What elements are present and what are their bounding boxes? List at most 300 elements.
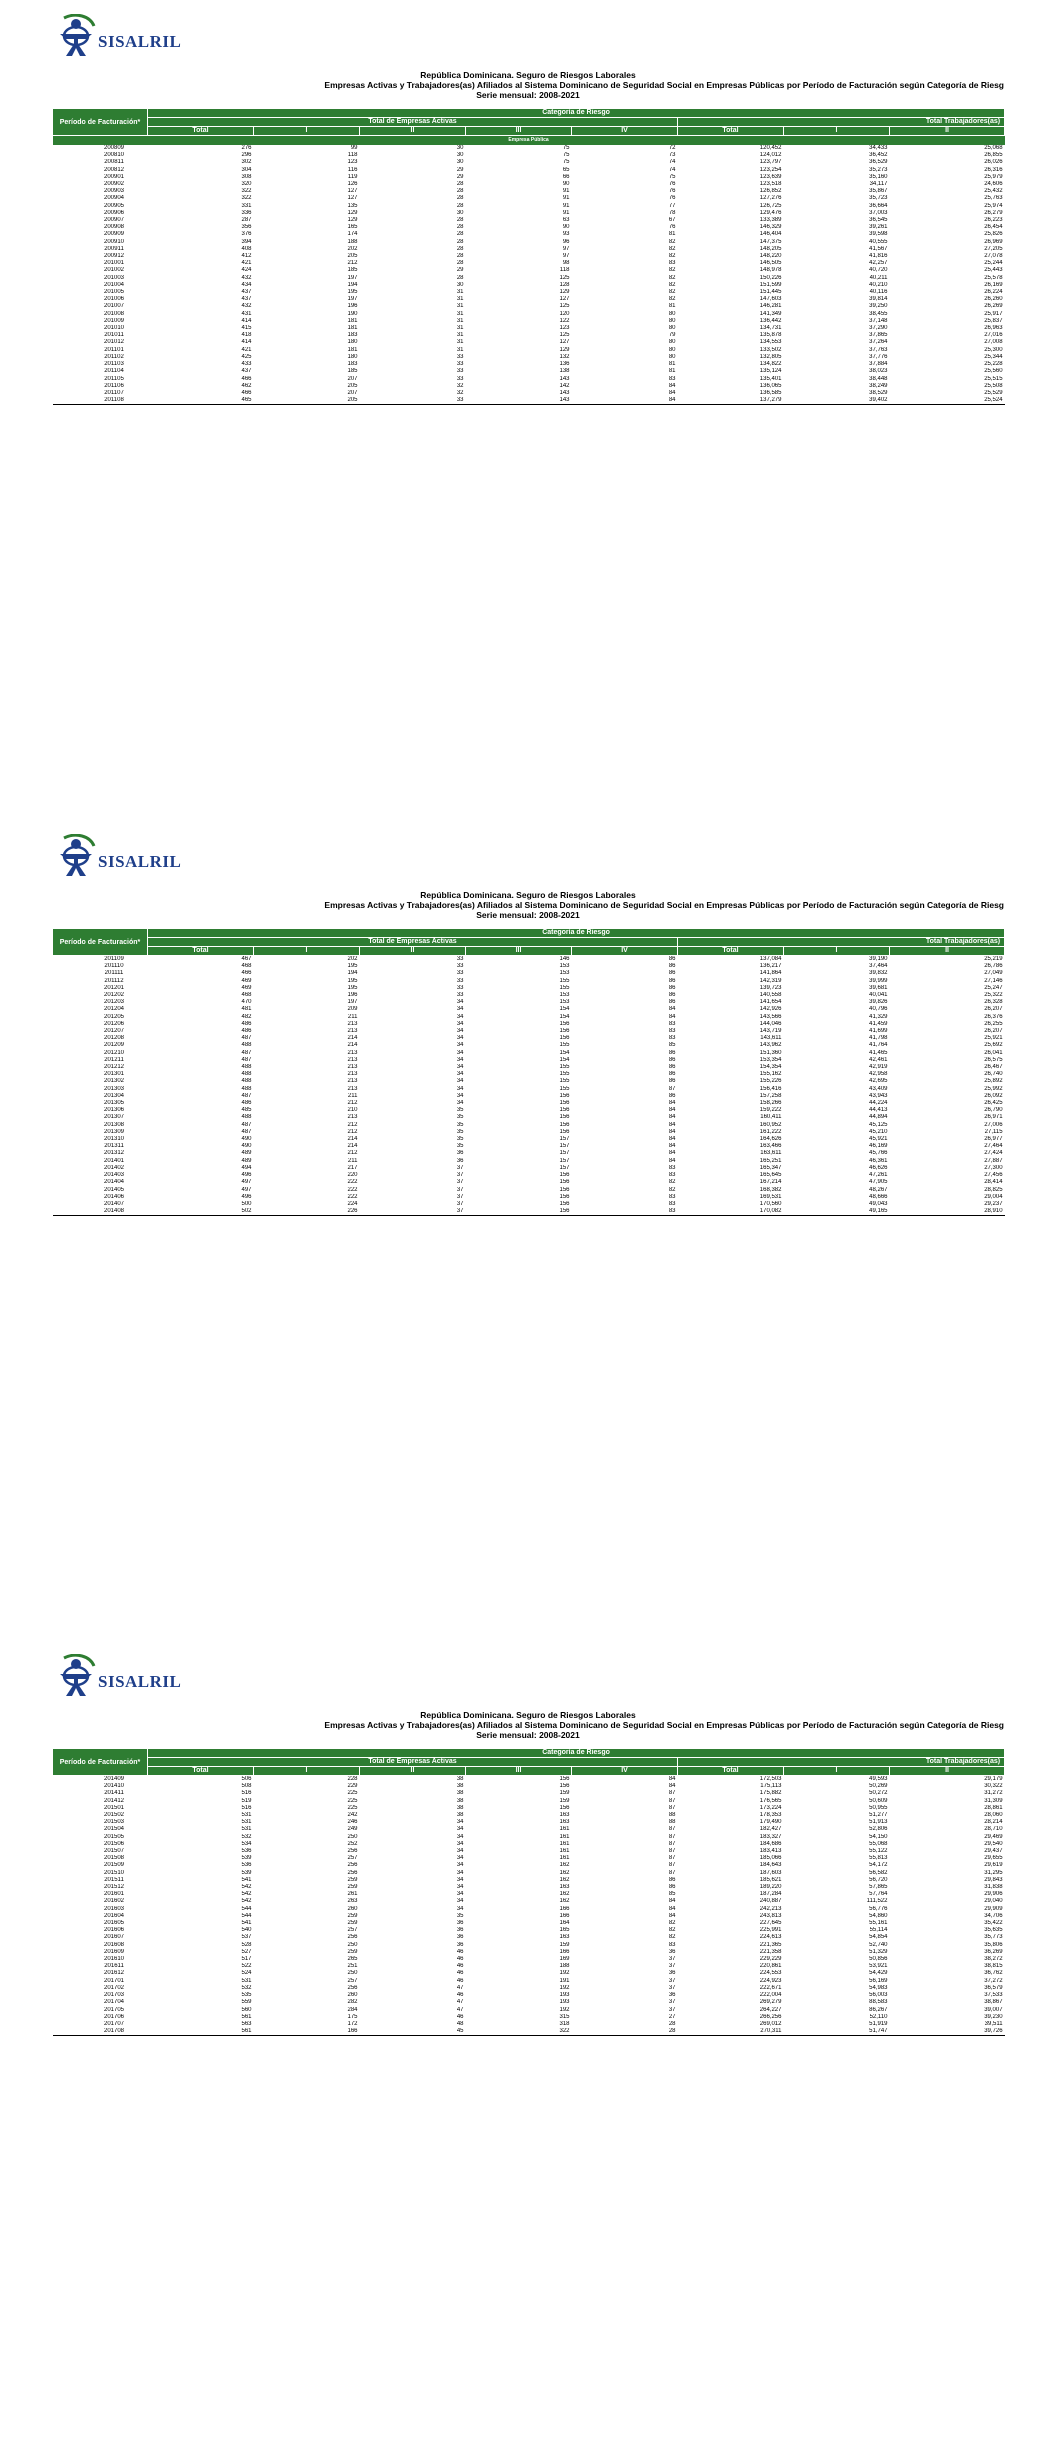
value-cell: 40,720 — [869, 267, 888, 274]
period-cell: 200901 — [103, 173, 125, 180]
value-cell: 142,319 — [759, 977, 782, 984]
value-cell: 172,503 — [759, 1776, 782, 1782]
value-cell: 487 — [241, 1092, 252, 1099]
value-cell: 276 — [241, 145, 252, 151]
period-cell: 201011 — [104, 332, 124, 339]
value-cell: 304 — [241, 166, 252, 173]
value-cell: 35 — [456, 1128, 464, 1135]
period-cell: 201102 — [104, 353, 124, 360]
value-cell: 31 — [456, 332, 464, 339]
value-cell: 143,611 — [760, 1035, 782, 1042]
value-cell: 27,049 — [984, 970, 1003, 977]
value-cell: 87 — [668, 1840, 676, 1847]
value-cell: 414 — [241, 339, 252, 346]
period-cell: 200811 — [104, 159, 124, 166]
value-cell: 156 — [559, 1107, 570, 1114]
value-cell: 87 — [668, 1869, 676, 1876]
report-subtitle: Empresas Activas y Trabajadores(as) Afiliados al Sistema Dominicano de Seguridad Social en Empresas Públicas por Período de Facturación según Categoría de Riesg — [324, 80, 1004, 90]
period-cell: 201009 — [103, 317, 125, 324]
value-cell: 437 — [241, 368, 252, 375]
value-cell: 184,686 — [759, 1840, 782, 1847]
value-cell: 37,264 — [869, 339, 888, 346]
table-row — [53, 1179, 1005, 1186]
value-cell: 56,169 — [869, 1977, 888, 1984]
value-cell: 36 — [456, 1927, 464, 1934]
value-cell: 229 — [347, 1783, 358, 1790]
value-cell: 26,467 — [984, 1064, 1003, 1071]
value-cell: 50,269 — [869, 1783, 888, 1790]
table-row — [53, 1934, 1005, 1941]
value-cell: 188 — [347, 238, 358, 245]
value-cell: 129,476 — [759, 209, 782, 216]
value-cell: 26,971 — [984, 1114, 1003, 1121]
value-cell: 162 — [559, 1876, 570, 1883]
value-cell: 29,040 — [984, 1898, 1003, 1905]
value-cell: 37,533 — [984, 1992, 1003, 1999]
value-cell: 246 — [347, 1819, 358, 1826]
table-row — [53, 1891, 1005, 1898]
value-cell: 161 — [559, 1840, 570, 1847]
value-cell: 66 — [562, 173, 570, 180]
value-cell: 25,974 — [984, 202, 1003, 209]
value-cell: 97 — [562, 245, 570, 252]
period-cell: 201402 — [103, 1164, 125, 1171]
value-cell: 162 — [559, 1898, 570, 1905]
value-cell: 26,376 — [984, 1013, 1003, 1020]
value-cell: 156 — [559, 1092, 570, 1099]
value-cell: 485 — [241, 1107, 252, 1114]
value-cell: 129 — [559, 346, 570, 353]
value-cell: 159 — [559, 1790, 570, 1797]
value-cell: 28,861 — [984, 1804, 1003, 1811]
table-row — [53, 203, 1005, 210]
value-cell: 432 — [241, 274, 252, 281]
value-cell: 207 — [347, 389, 358, 396]
value-cell: 180 — [347, 353, 358, 360]
value-cell: 136 — [559, 361, 570, 368]
value-cell: 494 — [241, 1164, 252, 1171]
report-page-3 — [0, 1640, 1056, 2460]
value-cell: 38,815 — [984, 1963, 1003, 1970]
value-cell: 41,699 — [869, 1028, 888, 1035]
value-cell: 269,012 — [759, 2020, 782, 2027]
header-col: II — [360, 127, 466, 136]
value-cell: 48,267 — [869, 1186, 888, 1193]
value-cell: 356 — [241, 224, 252, 231]
value-cell: 136,065 — [759, 382, 782, 389]
value-cell: 159 — [559, 1941, 570, 1948]
value-cell: 29,004 — [984, 1193, 1003, 1200]
value-cell: 29 — [456, 166, 464, 173]
period-cell: 201706 — [103, 2013, 125, 2020]
period-cell: 201307 — [103, 1114, 125, 1121]
value-cell: 431 — [241, 310, 252, 317]
value-cell: 82 — [668, 238, 676, 245]
value-cell: 169 — [559, 1956, 570, 1963]
value-cell: 161,222 — [759, 1128, 782, 1135]
period-cell: 201203 — [103, 999, 125, 1006]
value-cell: 25,892 — [984, 1078, 1003, 1085]
header-col: I — [784, 127, 890, 136]
value-cell: 256 — [347, 1934, 358, 1941]
header-categoria: Categoría de Riesgo — [148, 929, 1005, 938]
value-cell: 296 — [241, 152, 252, 159]
value-cell: 214 — [347, 1042, 358, 1049]
value-cell: 48,666 — [869, 1193, 888, 1200]
value-cell: 120 — [559, 310, 570, 317]
value-cell: 25,826 — [984, 231, 1003, 238]
period-cell: 201408 — [103, 1208, 125, 1215]
value-cell: 40,796 — [869, 1006, 888, 1013]
value-cell: 29 — [456, 173, 464, 180]
period-cell: 201702 — [103, 1984, 125, 1991]
table-header — [53, 929, 1005, 956]
value-cell: 148,205 — [759, 245, 782, 252]
value-cell: 214 — [347, 1143, 358, 1150]
value-cell: 39,402 — [869, 397, 888, 404]
table-row — [53, 1071, 1005, 1078]
table-row — [53, 1035, 1005, 1042]
value-cell: 37 — [668, 1956, 676, 1963]
header-categoria: Categoría de Riesgo — [148, 109, 1005, 118]
value-cell: 84 — [668, 1776, 676, 1782]
value-cell: 43,943 — [869, 1092, 888, 1099]
value-cell: 83 — [668, 1941, 676, 1948]
value-cell: 88,583 — [869, 1999, 888, 2006]
value-cell: 47,261 — [869, 1172, 888, 1179]
header-categoria: Categoría de Riesgo — [148, 1749, 1005, 1758]
table-row — [53, 397, 1005, 405]
value-cell: 31 — [456, 310, 464, 317]
period-cell: 201507 — [103, 1848, 125, 1855]
value-cell: 541 — [241, 1876, 252, 1883]
sisalril-logo — [56, 1654, 181, 1698]
value-cell: 213 — [347, 1064, 358, 1071]
value-cell: 80 — [668, 310, 676, 317]
value-cell: 153 — [559, 992, 570, 999]
value-cell: 181 — [347, 325, 358, 332]
value-cell: 222 — [347, 1186, 358, 1193]
table-row — [53, 282, 1005, 289]
section-label: Empresa Pública — [53, 136, 1005, 146]
value-cell: 516 — [241, 1804, 252, 1811]
value-cell: 125 — [559, 274, 570, 281]
value-cell: 42,461 — [869, 1056, 888, 1063]
value-cell: 26,092 — [984, 1092, 1003, 1099]
value-cell: 155,162 — [759, 1071, 782, 1078]
value-cell: 212 — [347, 260, 358, 267]
value-cell: 221,358 — [759, 1948, 782, 1955]
value-cell: 25,979 — [984, 173, 1003, 180]
value-cell: 35,773 — [984, 1934, 1003, 1941]
value-cell: 34 — [456, 1042, 464, 1049]
value-cell: 31 — [456, 346, 464, 353]
value-cell: 34 — [456, 1862, 464, 1869]
value-cell: 30 — [456, 281, 464, 288]
value-cell: 211 — [347, 1092, 358, 1099]
table-row — [53, 1848, 1005, 1855]
value-cell: 51,919 — [869, 2020, 888, 2027]
value-cell: 164,626 — [759, 1136, 782, 1143]
value-cell: 135,878 — [759, 332, 782, 339]
value-cell: 320 — [241, 181, 252, 188]
table-row — [53, 1942, 1005, 1949]
value-cell: 29,619 — [984, 1862, 1003, 1869]
value-cell: 49,593 — [869, 1776, 888, 1782]
value-cell: 46 — [456, 1948, 464, 1955]
value-cell: 31 — [456, 317, 464, 324]
value-cell: 126,725 — [759, 202, 782, 209]
value-cell: 315 — [559, 2013, 570, 2020]
value-cell: 26,260 — [984, 296, 1003, 303]
value-cell: 54,429 — [869, 1970, 888, 1977]
value-cell: 25,515 — [984, 375, 1003, 382]
value-cell: 210 — [347, 1107, 358, 1114]
value-cell: 52,110 — [869, 2013, 888, 2020]
value-cell: 166 — [347, 2028, 358, 2035]
value-cell: 39,726 — [984, 2028, 1003, 2035]
value-cell: 80 — [668, 353, 676, 360]
value-cell: 213 — [347, 1028, 358, 1035]
value-cell: 37 — [668, 1977, 676, 1984]
value-cell: 119 — [347, 173, 358, 180]
value-cell: 153 — [559, 970, 570, 977]
value-cell: 160,952 — [759, 1121, 782, 1128]
value-cell: 36 — [668, 1970, 676, 1977]
period-cell: 201005 — [103, 289, 125, 296]
value-cell: 82 — [668, 274, 676, 281]
value-cell: 157 — [559, 1150, 570, 1157]
table-row — [53, 1114, 1005, 1121]
value-cell: 488 — [241, 1085, 252, 1092]
value-cell: 132,805 — [759, 353, 782, 360]
table-row — [53, 1970, 1005, 1977]
value-cell: 76 — [668, 224, 676, 231]
value-cell: 97 — [562, 253, 570, 260]
value-cell: 127,276 — [759, 195, 782, 202]
value-cell: 155 — [559, 1071, 570, 1078]
value-cell: 153 — [559, 963, 570, 970]
value-cell: 33 — [456, 984, 464, 991]
value-cell: 157 — [559, 1143, 570, 1150]
table-row — [53, 978, 1005, 985]
value-cell: 165,645 — [759, 1172, 782, 1179]
value-cell: 31,295 — [984, 1869, 1003, 1876]
table-row — [53, 224, 1005, 231]
value-cell: 38 — [456, 1797, 464, 1804]
value-cell: 83 — [668, 1208, 676, 1215]
logo-icon — [56, 834, 96, 878]
value-cell: 37 — [456, 1193, 464, 1200]
period-cell: 201401 — [103, 1157, 125, 1164]
value-cell: 91 — [562, 209, 570, 216]
value-cell: 156,416 — [759, 1085, 782, 1092]
value-cell: 412 — [241, 253, 252, 260]
value-cell: 30 — [456, 145, 464, 151]
value-cell: 154 — [559, 1013, 570, 1020]
value-cell: 31,309 — [984, 1797, 1003, 1804]
value-cell: 536 — [241, 1862, 252, 1869]
table-row — [53, 1783, 1005, 1790]
value-cell: 527 — [241, 1948, 252, 1955]
table-row — [53, 311, 1005, 318]
value-cell: 37 — [668, 1999, 676, 2006]
value-cell: 182,427 — [759, 1826, 782, 1833]
value-cell: 214 — [347, 1035, 358, 1042]
table-row — [53, 217, 1005, 224]
value-cell: 240,887 — [759, 1898, 782, 1905]
header-col: II — [890, 1767, 1005, 1776]
value-cell: 163 — [559, 1812, 570, 1819]
value-cell: 34 — [456, 1833, 464, 1840]
value-cell: 37 — [456, 1208, 464, 1215]
value-cell: 83 — [668, 375, 676, 382]
value-cell: 143 — [559, 389, 570, 396]
value-cell: 38,867 — [984, 1999, 1003, 2006]
table-row — [53, 1078, 1005, 1085]
period-cell: 201302 — [103, 1078, 125, 1085]
value-cell: 27,006 — [984, 1121, 1003, 1128]
value-cell: 166 — [559, 1912, 570, 1919]
value-cell: 34 — [456, 1819, 464, 1826]
period-cell: 201209 — [103, 1042, 125, 1049]
value-cell: 84 — [668, 1128, 676, 1135]
logo-text: SISALRIL — [98, 1672, 182, 1691]
value-cell: 75 — [562, 152, 570, 159]
period-cell: 201605 — [103, 1920, 125, 1927]
value-cell: 37,003 — [869, 209, 888, 216]
header-col: III — [466, 1767, 572, 1776]
period-cell: 201612 — [103, 1970, 125, 1977]
value-cell: 29 — [456, 267, 464, 274]
period-cell: 201602 — [103, 1898, 125, 1905]
value-cell: 82 — [668, 296, 676, 303]
value-cell: 489 — [241, 1150, 252, 1157]
value-cell: 36,579 — [984, 1984, 1003, 1991]
period-cell: 201104 — [104, 368, 124, 375]
value-cell: 25,247 — [984, 984, 1003, 991]
value-cell: 156 — [559, 1128, 570, 1135]
value-cell: 222 — [347, 1193, 358, 1200]
value-cell: 41,465 — [869, 1049, 888, 1056]
value-cell: 146,281 — [759, 303, 782, 310]
value-cell: 269,279 — [759, 1999, 782, 2006]
value-cell: 170,560 — [759, 1200, 782, 1207]
period-cell: 200912 — [103, 253, 125, 260]
table-row — [53, 390, 1005, 397]
value-cell: 36,545 — [869, 217, 888, 224]
value-cell: 28 — [456, 188, 464, 195]
value-cell: 539 — [241, 1869, 252, 1876]
value-cell: 37,464 — [869, 963, 888, 970]
report-titles — [52, 890, 1004, 920]
value-cell: 55,161 — [869, 1920, 888, 1927]
value-cell: 531 — [241, 1977, 252, 1984]
value-cell: 83 — [668, 1200, 676, 1207]
report-title: República Dominicana. Seguro de Riesgos Laborales — [420, 890, 636, 900]
table-row — [53, 1194, 1005, 1201]
value-cell: 540 — [241, 1927, 252, 1934]
value-cell: 163 — [559, 1819, 570, 1826]
value-cell: 36 — [456, 1157, 464, 1164]
value-cell: 37,290 — [869, 325, 888, 332]
value-cell: 55,122 — [869, 1848, 888, 1855]
value-cell: 81 — [668, 303, 676, 310]
table-row — [53, 1963, 1005, 1970]
table-row — [53, 231, 1005, 238]
table-row — [53, 1992, 1005, 1999]
value-cell: 180 — [347, 339, 358, 346]
value-cell: 56,582 — [869, 1869, 888, 1876]
value-cell: 84 — [668, 1107, 676, 1114]
period-cell: 201309 — [103, 1128, 125, 1135]
value-cell: 256 — [347, 1848, 358, 1855]
value-cell: 141,654 — [759, 999, 782, 1006]
value-cell: 32 — [456, 382, 464, 389]
value-cell: 37 — [456, 1179, 464, 1186]
value-cell: 469 — [241, 984, 252, 991]
value-cell: 36 — [456, 1920, 464, 1927]
value-cell: 37,884 — [869, 361, 888, 368]
value-cell: 176,565 — [759, 1797, 782, 1804]
value-cell: 28 — [456, 217, 464, 224]
table-row — [53, 1136, 1005, 1143]
value-cell: 197 — [347, 999, 358, 1006]
value-cell: 81 — [668, 368, 676, 375]
value-cell: 489 — [241, 1157, 252, 1164]
value-cell: 224,553 — [759, 1970, 782, 1977]
value-cell: 536 — [241, 1848, 252, 1855]
value-cell: 84 — [668, 1100, 676, 1107]
table-row — [53, 1028, 1005, 1035]
value-cell: 25,344 — [984, 353, 1003, 360]
value-cell: 28,414 — [984, 1179, 1003, 1186]
value-cell: 488 — [241, 1114, 252, 1121]
period-cell: 201211 — [104, 1056, 124, 1063]
value-cell: 336 — [241, 209, 252, 216]
value-cell: 33 — [456, 361, 464, 368]
value-cell: 76 — [668, 195, 676, 202]
value-cell: 26,969 — [984, 238, 1003, 245]
value-cell: 55,068 — [869, 1840, 888, 1847]
table-row — [53, 1855, 1005, 1862]
value-cell: 424 — [241, 267, 252, 274]
table-row — [53, 1790, 1005, 1797]
value-cell: 84 — [668, 1114, 676, 1121]
value-cell: 47 — [456, 2006, 464, 2013]
value-cell: 172 — [347, 2020, 358, 2027]
value-cell: 34 — [456, 1876, 464, 1883]
value-cell: 322 — [559, 2028, 570, 2035]
table-row — [53, 289, 1005, 296]
value-cell: 86 — [668, 1884, 676, 1891]
value-cell: 27,456 — [984, 1172, 1003, 1179]
value-cell: 539 — [241, 1855, 252, 1862]
value-cell: 156 — [559, 1783, 570, 1790]
value-cell: 35 — [456, 1912, 464, 1919]
value-cell: 35,806 — [984, 1941, 1003, 1948]
table-row — [53, 2007, 1005, 2014]
value-cell: 497 — [241, 1186, 252, 1193]
value-cell: 83 — [668, 1020, 676, 1027]
table-row — [53, 985, 1005, 992]
value-cell: 162 — [559, 1891, 570, 1898]
value-cell: 195 — [347, 977, 358, 984]
period-cell: 201501 — [103, 1804, 125, 1811]
value-cell: 28 — [668, 2028, 676, 2035]
value-cell: 44,894 — [869, 1114, 888, 1121]
value-cell: 175,882 — [759, 1790, 782, 1797]
